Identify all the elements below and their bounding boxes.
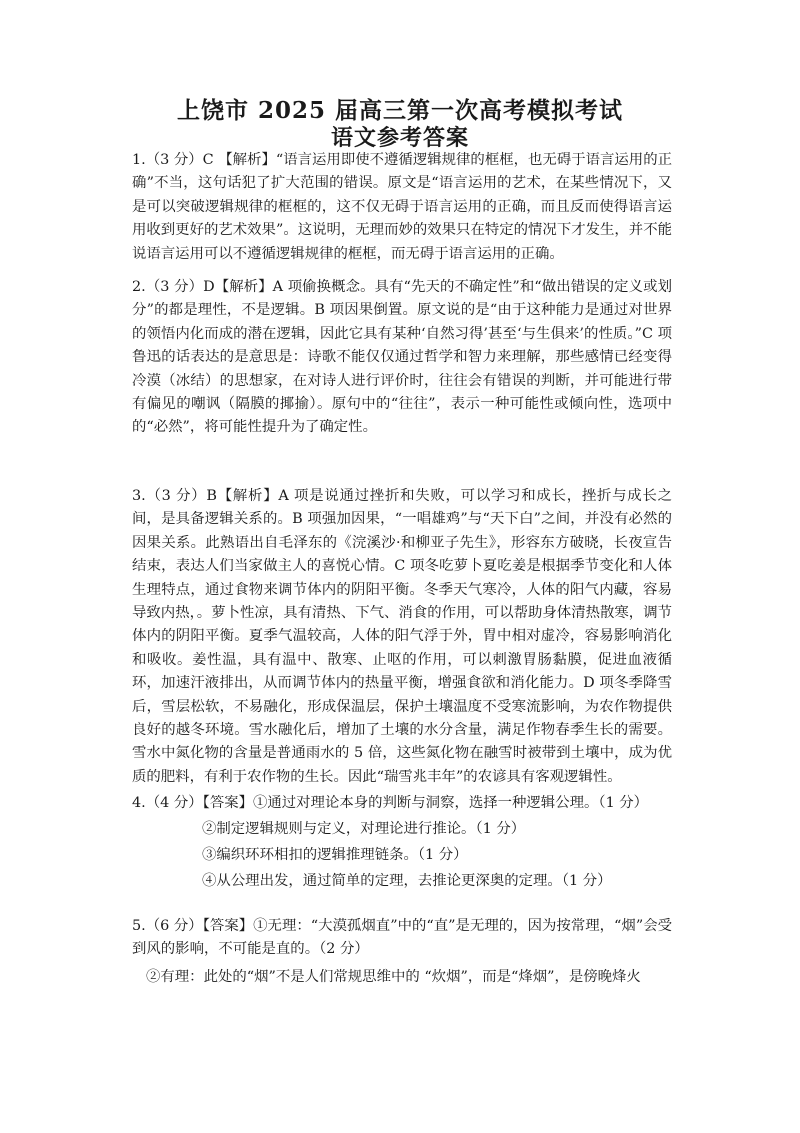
answer-3: 3.（3 分）B【解析】A 项是说通过挫折和失败，可以学习和成长，挫折与成长之间，是具备逻辑关系的。B 项强加因果，“一唱雄鸡”与“天下白”之间，并没有必然的因果关系。此熟语出自毛泽东的《浣溪沙·和柳亚子先生》，形容东方破晓，长夜宣告结束，表达人们当家做主人的喜悦心情。C 项冬吃萝卜夏吃姜是根据季节变化和人体生理特点，通过食物来调节体内的阴阳平衡。冬季天气寒冷，人体的阳气内藏，容易导致内热，。萝卜性凉，具有清热、下气、消食的作用，可以帮助身体清热散寒，调节体内的阴阳平衡。夏季气温较高，人体的阳气浮于外，胃中相对虚冷，容易影响消化和吸收。姜性温，具有温中、散寒、止呕的作用，可以刺激胃肠黏膜，促进血液循环，加速汗液排出，从而调节体内的热量平衡，增强食欲和消化能力。D 项冬季降雪后，雪层松软，不易融化，形成保温层，保护土壤温度不受寒流影响，为农作物提供良好的越冬环境。雪水融化后，增加了土壤的水分含量，满足作物春季生长的需要。雪水中氮化物的含量是普通雨水的 5 倍，这些氮化物在融雪时被带到土壤中，成为优质的肥料，有利于农作物的生长。因此“瑞雪兆丰年”的农谚具有客观逻辑性。: [132, 488, 672, 785]
answer-5-continued: ②有理：此处的“烟”不是人们常规思维中的 “炊烟”，而是“烽烟”，是傍晚烽火: [146, 969, 641, 985]
document-title: 上饶市 2025 届高三第一次高考模拟考试: [176, 97, 624, 124]
answer-1: 1.（3 分）C 【解析】“语言运用即使不遵循逻辑规律的框框，也无碍于语言运用的正确”不当，这句话犯了扩大范围的错误。原文是“语言运用的艺术，在某些情况下，又是可以突破逻辑规律的框框的，这不仅无碍于语言运用的正确，而且反而使得语言运用收到更好的艺术效果”。这说明，无理而妙的效果只在特定的情况下才发生，并不能说语言运用可以不遵循逻辑规律的框框，而无碍于语言运用的正确。: [132, 152, 672, 262]
answer-4-item: ④从公理出发，通过简单的定理，去推论更深奥的定理。（1 分）: [202, 873, 612, 889]
document-subtitle: 语文参考答案: [330, 125, 469, 151]
answer-2: 2.（3 分）D【解析】A 项偷换概念。具有“先天的不确定性”和“做出错误的定义或划分”的都是理性，不是逻辑。B 项因果倒置。原文说的是“由于这种能力是通过对世界的领悟内化而成的潜在逻辑，因此它具有某种‘自然习得’甚至‘与生俱来’的性质。”C 项鲁迅的话表达的是意思是：诗歌不能仅仅通过哲学和智力来理解，那些感情已经变得冷漠（冰结）的思想家，在对诗人进行评价时，往往会有错误的判断，并可能进行带有偏见的嘲讽（隔膜的揶揄）。原句中的“往往”，表示一种可能性或倾向性，选项中的“必然”，将可能性提升为了确定性。: [132, 279, 672, 436]
answer-4-item: ③编织环环相扣的逻辑推理链条。（1 分）: [202, 847, 468, 863]
answer-5: 5.（6 分）【答案】①无理：“大漠孤烟直”中的“直”是无理的，因为按常理，“烟”会受到风的影响，不可能是直的。（2 分）: [132, 918, 672, 958]
answer-4-head: 4.（4 分）【答案】①通过对理论本身的判断与洞察，选择一种逻辑公理。（1 分）: [132, 795, 649, 811]
answer-4-item: ②制定逻辑规则与定义，对理论进行推论。（1 分）: [202, 821, 526, 837]
